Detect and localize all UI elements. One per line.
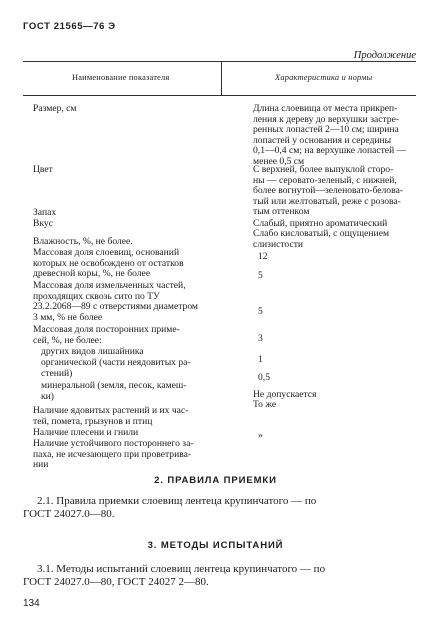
section-2-title: 2. ПРАВИЛА ПРИЕМКИ [154, 475, 277, 486]
continuation-label: Продолжение [353, 50, 416, 61]
value-moisture: 12 [258, 251, 268, 262]
section-3-title: 3. МЕТОДЫ ИСПЫТАНИЙ [147, 540, 284, 551]
param-organic-impurity: органической (части неядовитых ра- стений) [41, 357, 191, 379]
param-size: Размер, см [33, 103, 77, 114]
param-mold: Наличие плесени и гнили [33, 427, 139, 438]
table-top-rule [23, 61, 416, 62]
column-header-norms: Характеристика и нормы [275, 73, 373, 82]
param-other-lichens: других видов лишайника [41, 346, 144, 357]
value-fine-fraction: 5 [258, 306, 263, 317]
section-2-text: 2.1. Правила приемки слоевищ лентеца крупинчатого — по ГОСТ 24027.0—80. [23, 495, 317, 520]
param-mineral-impurity: минеральной (земля, песок, камеш- ки) [41, 380, 187, 402]
param-color: Цвет [33, 164, 53, 175]
param-poisonous-plants: Наличие ядовитых растений и их час- тей, помета, грызунов и птиц [33, 405, 189, 427]
param-fine-fraction: Массовая доля измельченных частей, проходящих сквозь сито по ТУ 23.2.2068—89 с отверстиями диаметром 3 мм, % не более [33, 280, 199, 323]
norm-foreign-odor: » [258, 430, 263, 441]
norm-odor: Слабый, приятно ароматический [253, 218, 388, 229]
section-3-text: 3.1. Методы испытаний слоевищ лентеца крупинчатого — по ГОСТ 24027.0—80, ГОСТ 24027 2—80. [23, 563, 326, 588]
param-foreign-odor: Наличие устойчивого постороннего за- паха, не исчезающего при проветрива- нии [33, 438, 194, 471]
norm-taste: Слабо кисловатый, с ощущением слизистости [253, 228, 390, 250]
norm-color: С верхней, более выпуклой сторо- ны — серовато-зеленый, с нижней, более вогнутой—зеленовато-беловa- тый или желтоватый, реже с розова- тым оттенком [253, 164, 404, 218]
column-header-parameter: Наименование показателя [72, 73, 170, 82]
table-column-divider [221, 61, 222, 95]
value-mineral-impurity: 0,5 [258, 372, 270, 383]
param-odor: Запах [33, 207, 57, 218]
page-number: 134 [23, 598, 40, 609]
value-other-lichens: 3 [258, 333, 263, 344]
param-moisture: Влажность, %, не более. [33, 236, 133, 247]
document-code: ГОСТ 21565—76 Э [23, 21, 116, 32]
param-impurities: Массовая доля посторонних приме- сей, %, не более: [33, 324, 180, 346]
param-taste: Вкус [33, 218, 53, 229]
param-bark-residue: Массовая доля слоевищ, оснований которых не освобождено от остатков древесной коры, %, не более [33, 247, 184, 280]
table-header-rule [23, 95, 416, 96]
norm-size: Длина слоевища от места прикреп- ления к дереву до верхушки застре- ренных лопастей 2—10 см; ширина лопастей у основания и середины 0,1—0,4 см; на верхушке лопастей — менее 0,5 см [253, 103, 407, 167]
value-bark-residue: 5 [258, 270, 263, 281]
norm-mold: То же [253, 399, 277, 410]
norm-poisonous-plants: Не допускается [253, 389, 317, 400]
value-organic-impurity: 1 [258, 354, 263, 365]
